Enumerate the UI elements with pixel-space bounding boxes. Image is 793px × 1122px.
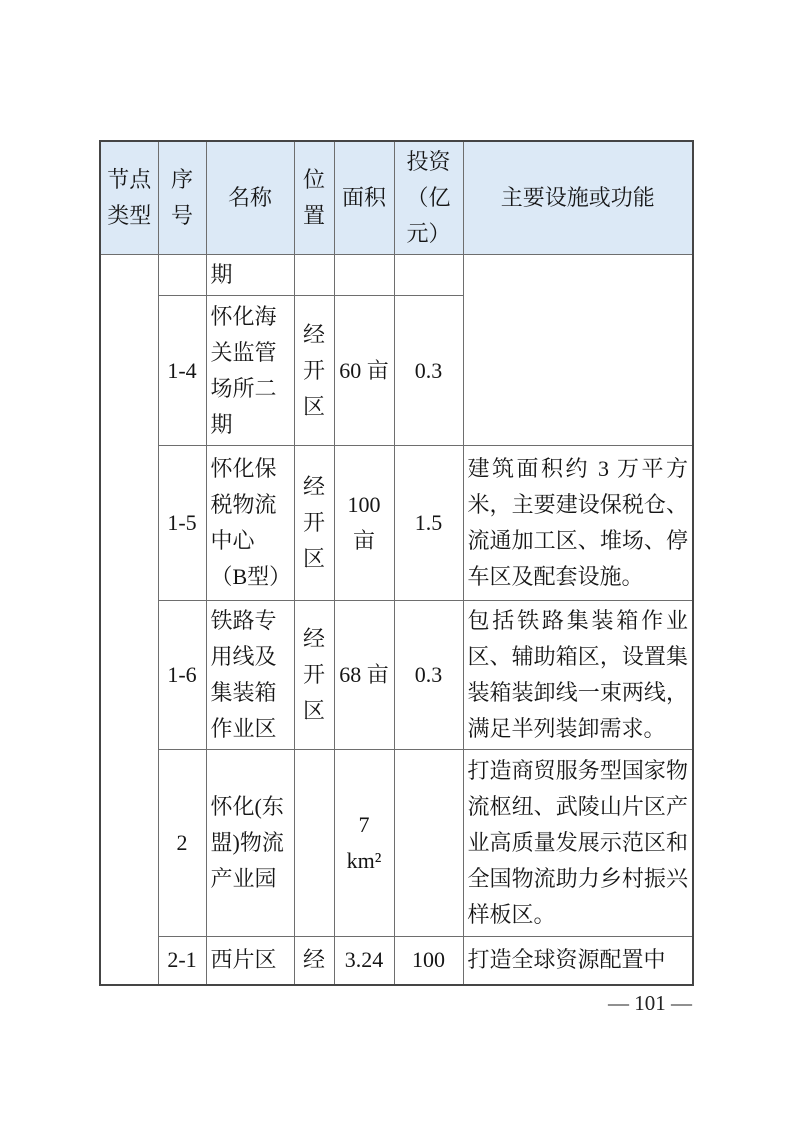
header-location: 位置 — [294, 141, 334, 255]
cell-facilities: 建筑面积约 3 万平方米，主要建设保税仓、流通加工区、堆场、停车区及配套设施。 — [463, 446, 693, 601]
cell-area: 100 亩 — [334, 446, 394, 601]
table-header-row — [100, 141, 693, 255]
cell-node-type-merged — [100, 255, 158, 985]
project-table — [99, 140, 694, 986]
cell-name: 期 — [206, 255, 294, 296]
header-investment: 投资（亿元） — [394, 141, 463, 255]
cell-facilities: 打造商贸服务型国家物流枢纽、武陵山片区产业高质量发展示范区和全国物流助力乡村振兴样板区。 — [463, 750, 693, 937]
cell-investment: 1.5 — [394, 446, 463, 601]
cell-investment — [394, 750, 463, 937]
cell-location: 经开区 — [294, 446, 334, 601]
cell-location — [294, 255, 334, 296]
table-row-continuation — [100, 255, 693, 296]
cell-investment: 0.3 — [394, 601, 463, 750]
cell-area: 60 亩 — [334, 296, 394, 446]
header-area: 面积 — [334, 141, 394, 255]
cell-investment — [394, 255, 463, 296]
cell-facilities: 打造全球资源配置中 — [463, 937, 693, 985]
header-seq: 序号 — [158, 141, 206, 255]
cell-name: 铁路专用线及集装箱作业区 — [206, 601, 294, 750]
cell-investment: 0.3 — [394, 296, 463, 446]
cell-name: 西片区 — [206, 937, 294, 985]
cell-seq: 1-5 — [158, 446, 206, 601]
header-facilities: 主要设施或功能 — [463, 141, 693, 255]
cell-area: 68 亩 — [334, 601, 394, 750]
cell-location: 经 — [294, 937, 334, 985]
header-name: 名称 — [206, 141, 294, 255]
cell-name: 怀化(东盟)物流产业园 — [206, 750, 294, 937]
cell-area: 7 km² — [334, 750, 394, 937]
cell-investment: 100 — [394, 937, 463, 985]
page-number: — 101 — — [608, 991, 692, 1015]
cell-seq: 1-6 — [158, 601, 206, 750]
cell-location — [294, 750, 334, 937]
header-node-type: 节点类型 — [100, 141, 158, 255]
table-row-1-6 — [100, 601, 693, 750]
cell-area — [334, 255, 394, 296]
cell-facilities: 包括铁路集装箱作业区、辅助箱区，设置集装箱装卸线一束两线，满足半列装卸需求。 — [463, 601, 693, 750]
cell-facilities-merged — [463, 255, 693, 446]
table-row-1-5 — [100, 446, 693, 601]
cell-area: 3.24 — [334, 937, 394, 985]
cell-seq: 2 — [158, 750, 206, 937]
cell-seq: 2-1 — [158, 937, 206, 985]
table-row-2 — [100, 750, 693, 937]
cell-seq: 1-4 — [158, 296, 206, 446]
cell-name: 怀化海关监管场所二期 — [206, 296, 294, 446]
cell-location: 经开区 — [294, 601, 334, 750]
cell-location: 经开区 — [294, 296, 334, 446]
cell-seq — [158, 255, 206, 296]
table-row-2-1 — [100, 937, 693, 985]
cell-name: 怀化保税物流中心（B型） — [206, 446, 294, 601]
